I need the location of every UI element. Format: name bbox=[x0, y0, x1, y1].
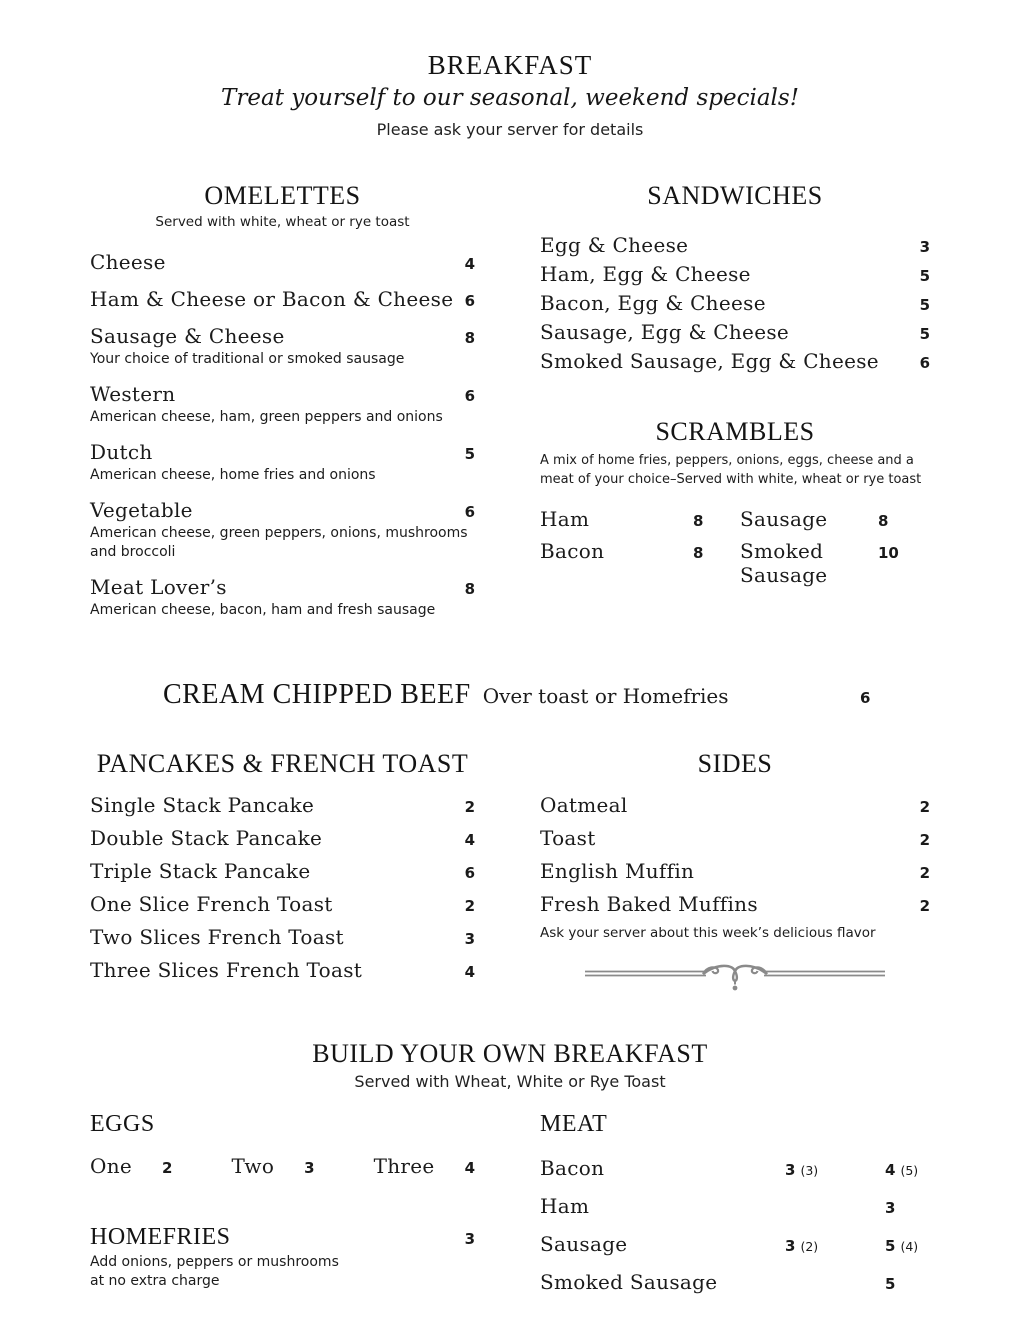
item-price: 5 bbox=[919, 325, 930, 343]
item-name: Ham bbox=[540, 507, 590, 531]
item-price: 2 bbox=[162, 1159, 173, 1177]
item-name: Sausage & Cheese bbox=[90, 324, 285, 348]
item-price: 5 bbox=[885, 1237, 896, 1255]
item-description: American cheese, green peppers, onions, mushrooms and broccoli bbox=[90, 525, 468, 560]
item-row bbox=[90, 575, 475, 599]
item-quantity: (2) bbox=[800, 1239, 819, 1254]
build-your-own-subtitle: Served with Wheat, White or Rye Toast bbox=[354, 1072, 666, 1091]
item-price: 5 bbox=[464, 445, 475, 463]
menu-item bbox=[90, 287, 475, 311]
section-meat bbox=[540, 1111, 930, 1308]
menu-tagline: Treat yourself to our seasonal, weekend specials! bbox=[221, 85, 799, 111]
item-name: Ham & Cheese or Bacon & Cheese bbox=[90, 287, 454, 311]
item-name: One bbox=[90, 1154, 133, 1178]
item-row bbox=[90, 892, 475, 916]
item-price: 3 bbox=[885, 1199, 896, 1217]
item-row bbox=[540, 793, 930, 817]
egg-option bbox=[90, 1154, 172, 1178]
item-name: Egg & Cheese bbox=[540, 233, 689, 257]
item-row bbox=[90, 382, 475, 406]
item-price: 8 bbox=[464, 329, 475, 347]
menu-item bbox=[540, 1232, 930, 1256]
item-name: Bacon, Egg & Cheese bbox=[540, 291, 766, 315]
item-row bbox=[90, 440, 475, 464]
item-description: American cheese, ham, green peppers and onions bbox=[90, 409, 443, 425]
item-price: 3 bbox=[304, 1159, 315, 1177]
item-price: 8 bbox=[693, 544, 704, 562]
item-name: Three Slices French Toast bbox=[90, 958, 363, 982]
item-price: 6 bbox=[464, 292, 475, 310]
menu-item bbox=[90, 324, 475, 369]
menu-item bbox=[540, 1194, 930, 1218]
item-row bbox=[90, 250, 475, 274]
divider bbox=[540, 961, 930, 997]
item-row bbox=[540, 892, 930, 916]
item-price: 8 bbox=[878, 512, 889, 530]
section-homefries bbox=[90, 1224, 475, 1291]
item-row bbox=[540, 233, 930, 257]
item-name: Two bbox=[231, 1154, 275, 1178]
menu-item bbox=[540, 826, 930, 850]
menu-item bbox=[90, 793, 475, 817]
menu-item bbox=[540, 892, 930, 916]
item-name: Ham bbox=[540, 1194, 590, 1218]
section-omelettes bbox=[90, 181, 475, 633]
item-price: 10 bbox=[878, 544, 899, 562]
item-name: Cheese bbox=[90, 250, 166, 274]
item-name: One Slice French Toast bbox=[90, 892, 333, 916]
item-price: 8 bbox=[464, 580, 475, 598]
scrambles-subtitle-line2: meat of your choice–Served with white, wheat or rye toast bbox=[540, 472, 922, 487]
egg-option bbox=[231, 1154, 314, 1178]
item-price: 6 bbox=[464, 503, 475, 521]
menu-item bbox=[540, 291, 930, 315]
item-name: Sausage bbox=[540, 1232, 628, 1256]
cream-chipped-beef-title: CREAM CHIPPED BEEF bbox=[163, 679, 471, 710]
sandwiches-title: SANDWICHES bbox=[647, 181, 823, 210]
item-name: Smoked Sausage bbox=[740, 539, 828, 587]
item-name: Bacon bbox=[540, 539, 605, 563]
meat-price-col1 bbox=[785, 1161, 885, 1179]
item-row bbox=[90, 958, 475, 982]
right-top-column bbox=[540, 181, 930, 633]
item-price: 2 bbox=[919, 864, 930, 882]
item-name: Sausage, Egg & Cheese bbox=[540, 320, 790, 344]
menu-item bbox=[540, 793, 930, 817]
homefries-title: HOMEFRIES bbox=[90, 1224, 231, 1250]
middle-columns bbox=[90, 749, 930, 997]
menu-item bbox=[540, 349, 930, 373]
omelettes-list bbox=[90, 250, 475, 620]
item-price: 5 bbox=[885, 1275, 896, 1293]
item-name: Ham, Egg & Cheese bbox=[540, 262, 751, 286]
pancakes-title: PANCAKES & FRENCH TOAST bbox=[96, 749, 469, 778]
item-price: 4 bbox=[464, 831, 475, 849]
item-row bbox=[90, 925, 475, 949]
item-row bbox=[540, 262, 930, 286]
section-build-your-own bbox=[90, 1039, 930, 1091]
menu-item bbox=[90, 925, 475, 949]
item-price: 6 bbox=[464, 864, 475, 882]
item-name: Oatmeal bbox=[540, 793, 628, 817]
section-sides bbox=[540, 749, 930, 997]
item-quantity: (5) bbox=[900, 1163, 919, 1178]
cream-chipped-beef-price: 6 bbox=[860, 689, 871, 707]
menu-item bbox=[540, 233, 930, 257]
menu-item bbox=[90, 575, 475, 620]
item-name: Smoked Sausage, Egg & Cheese bbox=[540, 349, 879, 373]
top-columns bbox=[90, 181, 930, 633]
item-price: 3 bbox=[919, 238, 930, 256]
server-note: Please ask your server for details bbox=[376, 120, 644, 139]
sides-title: SIDES bbox=[697, 749, 773, 778]
sides-list bbox=[540, 793, 930, 916]
item-row bbox=[90, 287, 475, 311]
section-scrambles bbox=[540, 417, 930, 587]
scrambles-subtitle-line1: A mix of home fries, peppers, onions, eggs, cheese and a bbox=[540, 453, 914, 468]
item-quantity: (3) bbox=[800, 1163, 819, 1178]
menu-item bbox=[540, 1156, 930, 1180]
omelettes-subtitle: Served with white, wheat or rye toast bbox=[155, 214, 410, 230]
cream-chipped-beef-subtitle: Over toast or Homefries bbox=[482, 684, 729, 708]
item-name: Toast bbox=[540, 826, 596, 850]
bottom-columns bbox=[90, 1111, 930, 1308]
item-row bbox=[540, 349, 930, 373]
menu-item bbox=[90, 498, 475, 562]
item-price: 4 bbox=[464, 1159, 475, 1177]
menu-item bbox=[90, 440, 475, 485]
menu-item bbox=[90, 859, 475, 883]
scrambles-title: SCRAMBLES bbox=[655, 417, 815, 446]
item-row bbox=[90, 826, 475, 850]
item-row bbox=[90, 793, 475, 817]
menu-item bbox=[90, 892, 475, 916]
item-row bbox=[540, 826, 930, 850]
item-price: 8 bbox=[693, 512, 704, 530]
eggs-title: EGGS bbox=[90, 1111, 155, 1137]
item-row bbox=[90, 498, 475, 522]
item-price: 2 bbox=[919, 897, 930, 915]
menu-item bbox=[90, 826, 475, 850]
menu-item bbox=[90, 250, 475, 274]
meat-price-col2 bbox=[885, 1161, 930, 1179]
item-price: 4 bbox=[464, 255, 475, 273]
item-price: 3 bbox=[785, 1237, 796, 1255]
item-row bbox=[90, 324, 475, 348]
sides-note: Ask your server about this week’s delicious flavor bbox=[540, 925, 876, 941]
scrambles-grid bbox=[540, 507, 930, 587]
item-name: Sausage bbox=[740, 507, 828, 531]
section-eggs bbox=[90, 1111, 475, 1178]
pancakes-list bbox=[90, 793, 475, 982]
item-name: English Muffin bbox=[540, 859, 695, 883]
homefries-row bbox=[90, 1224, 475, 1251]
item-row bbox=[540, 291, 930, 315]
item-name: Fresh Baked Muffins bbox=[540, 892, 758, 916]
item-name: Dutch bbox=[90, 440, 153, 464]
item-name: Two Slices French Toast bbox=[90, 925, 344, 949]
meat-price-col2 bbox=[885, 1199, 930, 1217]
item-price: 2 bbox=[919, 831, 930, 849]
item-row bbox=[540, 320, 930, 344]
item-name: Bacon bbox=[540, 1156, 605, 1180]
build-your-own-title: BUILD YOUR OWN BREAKFAST bbox=[312, 1039, 708, 1068]
item-name: Triple Stack Pancake bbox=[90, 859, 311, 883]
item-price: 5 bbox=[919, 296, 930, 314]
section-cream-chipped-beef bbox=[90, 679, 930, 711]
meat-title: MEAT bbox=[540, 1111, 608, 1137]
homefries-desc-line2: at no extra charge bbox=[90, 1273, 220, 1289]
item-name: Single Stack Pancake bbox=[90, 793, 315, 817]
menu-item bbox=[540, 262, 930, 286]
item-description: Your choice of traditional or smoked sausage bbox=[90, 351, 405, 367]
meat-price-col2 bbox=[885, 1237, 930, 1255]
item-price: 6 bbox=[919, 354, 930, 372]
sandwiches-list bbox=[540, 233, 930, 373]
menu-item bbox=[540, 1270, 930, 1294]
item-price: 5 bbox=[919, 267, 930, 285]
item-price: 4 bbox=[464, 963, 475, 981]
item-price: 2 bbox=[464, 897, 475, 915]
meat-price-col2 bbox=[885, 1275, 930, 1293]
omelettes-title: OMELETTES bbox=[204, 181, 361, 210]
homefries-price: 3 bbox=[464, 1230, 475, 1248]
item-name: Meat Lover’s bbox=[90, 575, 227, 599]
meat-list bbox=[540, 1156, 930, 1294]
left-bottom-column bbox=[90, 1111, 475, 1308]
item-price: 3 bbox=[464, 930, 475, 948]
section-sandwiches bbox=[540, 181, 930, 373]
item-name: Vegetable bbox=[90, 498, 193, 522]
egg-option bbox=[374, 1154, 475, 1178]
item-price: 6 bbox=[464, 387, 475, 405]
menu-header bbox=[90, 50, 930, 139]
item-name: Western bbox=[90, 382, 176, 406]
item-price: 2 bbox=[464, 798, 475, 816]
eggs-options bbox=[90, 1154, 475, 1178]
divider-ornament-icon bbox=[585, 961, 885, 993]
menu-item bbox=[90, 958, 475, 982]
item-description: American cheese, home fries and onions bbox=[90, 467, 376, 483]
item-price: 3 bbox=[785, 1161, 796, 1179]
item-name: Three bbox=[373, 1154, 435, 1178]
item-name: Smoked Sausage bbox=[540, 1270, 718, 1294]
item-row bbox=[540, 859, 930, 883]
item-description: American cheese, bacon, ham and fresh sausage bbox=[90, 602, 436, 618]
page-title: BREAKFAST bbox=[427, 50, 593, 80]
item-name: Double Stack Pancake bbox=[90, 826, 323, 850]
menu-item bbox=[540, 320, 930, 344]
item-quantity: (4) bbox=[900, 1239, 919, 1254]
menu-item bbox=[540, 859, 930, 883]
menu-item bbox=[90, 382, 475, 427]
homefries-desc-line1: Add onions, peppers or mushrooms bbox=[90, 1254, 339, 1270]
meat-price-col1 bbox=[785, 1237, 885, 1255]
section-pancakes bbox=[90, 749, 475, 997]
item-row bbox=[90, 859, 475, 883]
item-price: 4 bbox=[885, 1161, 896, 1179]
item-price: 2 bbox=[919, 798, 930, 816]
